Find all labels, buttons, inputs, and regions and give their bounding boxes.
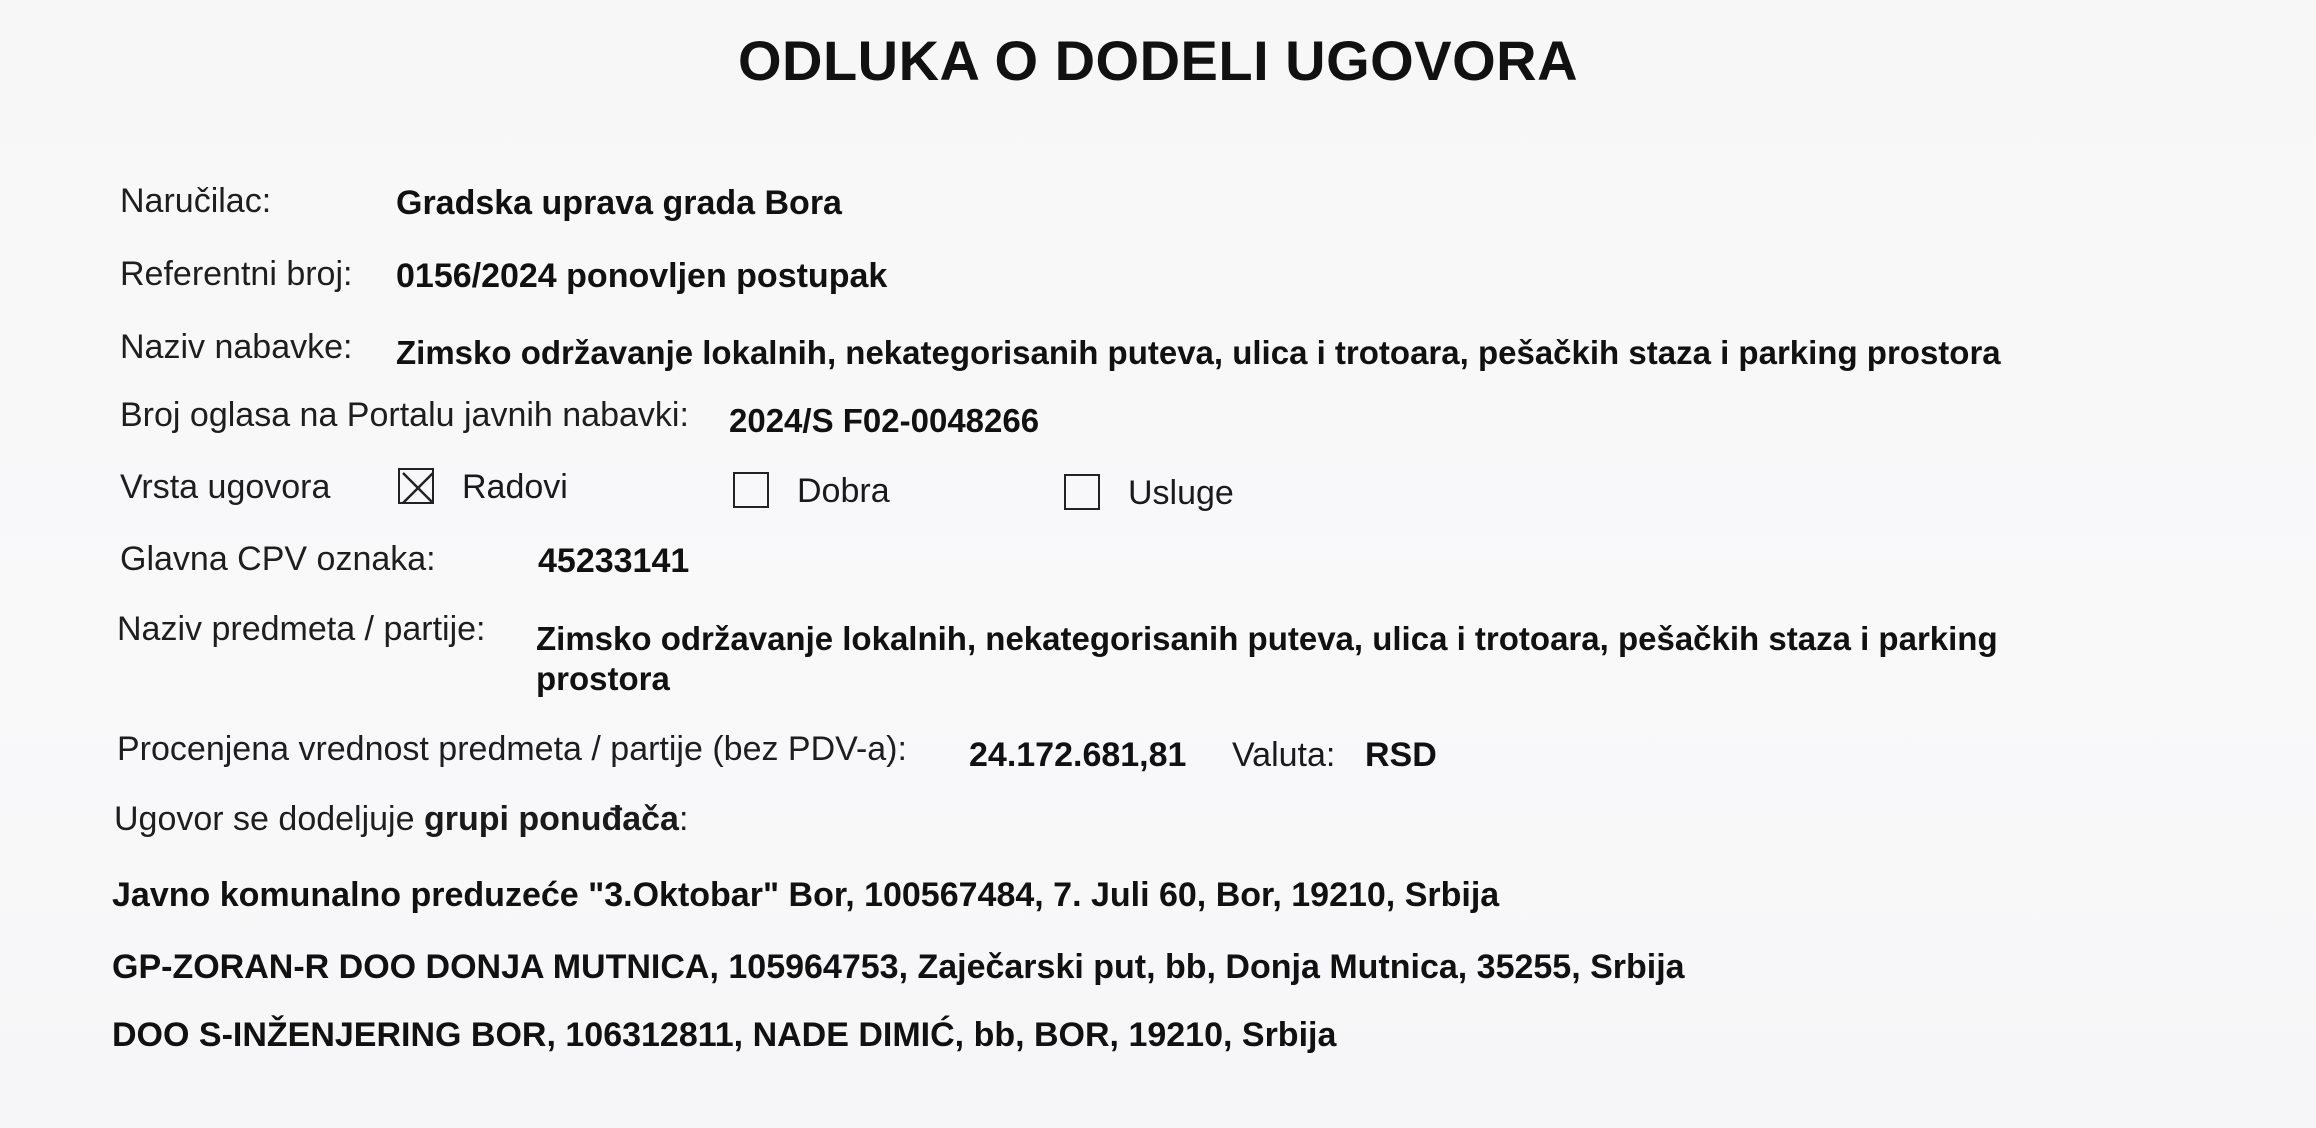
predmet-label: Naziv predmeta / partije:: [117, 610, 486, 648]
narucilac-value: Gradska uprava grada Bora: [396, 184, 842, 222]
vrednost-row: [117, 730, 907, 769]
party-item: GP-ZORAN-R DOO DONJA MUTNICA, 105964753, Zaječarski put, bb, Donja Mutnica, 35255, Srbija: [112, 948, 1685, 986]
predmet-value-line1: Zimsko održavanje lokalnih, nekategorisanih puteva, ulica i trotoara, pešačkih staza i parking: [536, 620, 1998, 657]
dodela-row: [114, 800, 688, 839]
cpv-value: 45233141: [538, 542, 690, 580]
vrsta-row: [120, 468, 330, 507]
narucilac-row: [120, 182, 271, 221]
valuta-value: RSD: [1365, 736, 1437, 774]
naziv-label: Naziv nabavke:: [120, 328, 353, 366]
narucilac-label: Naručilac:: [120, 182, 272, 220]
usluge-label: Usluge: [1128, 474, 1234, 512]
cpv-label: Glavna CPV oznaka:: [120, 540, 436, 578]
vrednost-value: 24.172.681,81: [969, 736, 1187, 774]
dodela-suffix: :: [678, 800, 689, 838]
predmet-row: [117, 610, 486, 649]
dodela-bold: grupi ponuđača: [423, 800, 679, 838]
ref-label: Referentni broj:: [120, 255, 353, 293]
oglas-value: 2024/S F02-0048266: [729, 402, 1040, 439]
naziv-value: Zimsko održavanje lokalnih, nekategorisanih puteva, ulica i trotoara, pešačkih staza i parking prostora: [396, 334, 2001, 371]
vrsta-label: Vrsta ugovora: [120, 468, 331, 506]
vrednost-label: Procenjena vrednost predmeta / partije (bez PDV-a):: [117, 730, 907, 768]
ref-row: [120, 255, 352, 294]
oglas-label: Broj oglasa na Portalu javnih nabavki:: [120, 396, 689, 434]
radovi-checkbox[interactable]: [398, 468, 434, 504]
cpv-row: [120, 540, 436, 579]
valuta-label: Valuta:: [1232, 736, 1336, 774]
predmet-value-line2: prostora: [536, 660, 670, 697]
checkbox-x-icon: [400, 470, 436, 506]
oglas-row: [120, 396, 689, 435]
party-item: DOO S-INŽENJERING BOR, 106312811, NADE DIMIĆ, bb, BOR, 19210, Srbija: [112, 1016, 1337, 1054]
party-item: Javno komunalno preduzeće "3.Oktobar" Bor, 100567484, 7. Juli 60, Bor, 19210, Srbija: [112, 876, 1500, 914]
naziv-row: [120, 328, 352, 367]
usluge-checkbox[interactable]: [1064, 474, 1100, 510]
radovi-label: Radovi: [462, 468, 568, 506]
ref-value: 0156/2024 ponovljen postupak: [396, 257, 888, 295]
dobra-label: Dobra: [797, 472, 890, 510]
dobra-checkbox[interactable]: [733, 472, 769, 508]
document-title: ODLUKA O DODELI UGOVORA: [737, 29, 1579, 92]
dodela-prefix: Ugovor se dodeljuje: [114, 800, 424, 838]
